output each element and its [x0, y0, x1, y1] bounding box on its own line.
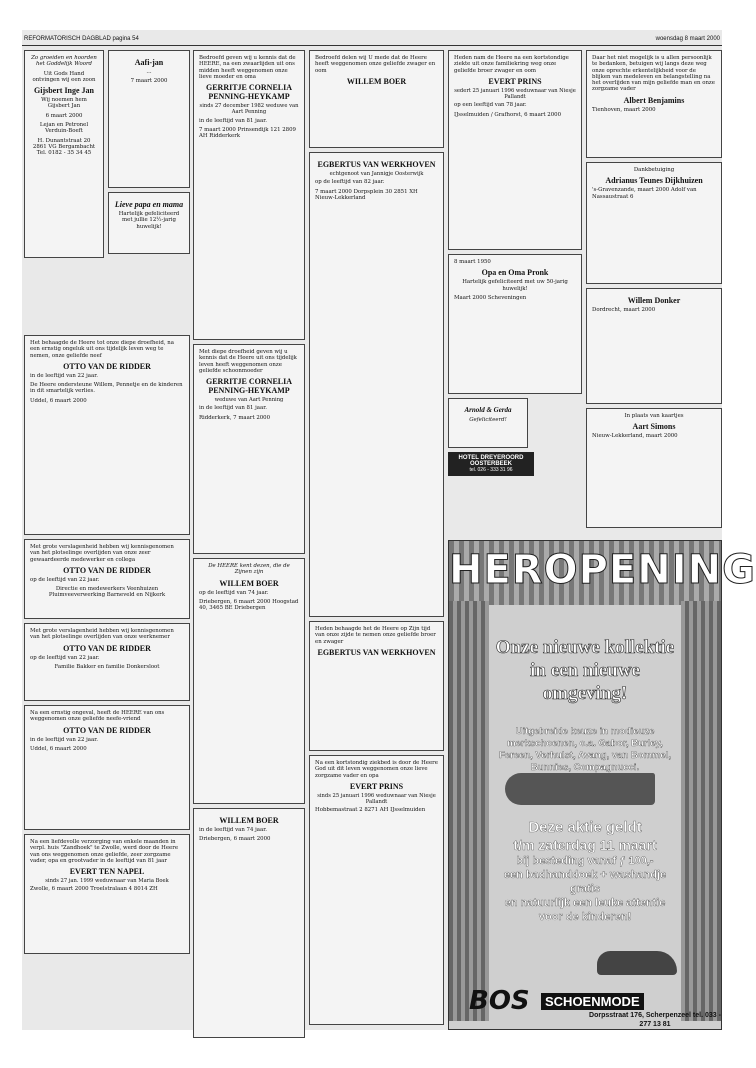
shoe-shop-advert [448, 540, 756, 1030]
action-line-5: en natuurlijk een leuke attentie voor de kinderen! [504, 897, 666, 923]
page-header [22, 36, 722, 46]
aart-title: In plaats van kaartjes [624, 413, 684, 419]
birth-address: H. Dunantstraat 20 2861 VG Bergambacht Tel. 0182 - 35 34 45 [32, 137, 96, 157]
willem1-place: Driebergen, 6 maart 2000 Hoogstad 40, 3465 BE Driebergen [199, 598, 299, 612]
evert2-name: EVERT PRINS [349, 781, 404, 791]
otto3-text: Familie Bakker en familie Donkersloot [54, 663, 160, 670]
obituary-otto-2 [24, 539, 190, 619]
shop-logo: BOS [469, 986, 530, 1016]
header-rule [22, 45, 722, 46]
birth-parents: Lejan en Petronel Verduin-Boeft [39, 122, 89, 135]
thanks-adrianus [586, 162, 722, 284]
obituary-evert-prins-2 [309, 755, 444, 1025]
shop-address: Dorpsstraat 176, Scherpenzeel tel. 033 - 277 13 81 [589, 1012, 721, 1028]
donker-place: Dordrecht, maart 2000 [592, 307, 656, 313]
ad-message: Onze nieuwe kollektie in een nieuwe omgeving! [495, 637, 675, 704]
congrats-card [108, 192, 190, 254]
obituary-evert-prins-1 [448, 50, 582, 250]
adrianus-place: 's-Gravenzande, maart 2000 Adolf van Nassaustraat 6 [592, 187, 697, 200]
pronk-title: Opa en Oma Pronk [481, 268, 549, 278]
evert-napel-sub: sinds 27 jan. 1999 weduwnaar van Maria Boek [45, 878, 169, 885]
curtain-left [449, 601, 489, 1021]
header-right: woensdag 8 maart 2000 [655, 36, 720, 42]
hotel-name: HOTEL DREYEROORD OOSTERBEEK [458, 455, 524, 467]
otto4-name: OTTO VAN DE RIDDER [63, 725, 151, 735]
egbertus2-intro: Heden behaagde het de Heere op Zijn tijd van onze zijde te nemen onze geliefde broer en zwager [315, 626, 436, 645]
obituary-gerritje-2 [193, 344, 305, 554]
otto2-intro: Met grote verslagenheid hebben wij kennisgenomen van het plotselinge overlijden van onze zeer gewaardeerde medewerker en collega [30, 544, 174, 563]
otto4-intro: Na een ernstig ongeval, heeft de HEERE van ons weggenomen onze geliefde neefe-vriend [30, 710, 165, 723]
evert1-name: EVERT PRINS [488, 76, 542, 86]
pronk-text: Hartelijk gefeliciteerd met uw 50-jarig huwelijk! [462, 279, 568, 292]
otto1-age: in de leeftijd van 22 jaar. [30, 372, 98, 379]
gerritje1-name: GERRITJE CORNELIA PENNING-HEYKAMP [205, 83, 292, 102]
birth-date: 6 maart 2000 [45, 112, 83, 119]
evert1-intro: Heden nam de Heere na een kortstondige ziekte uit onze familiekring weg onze geliefde broer zwager en oom [454, 55, 569, 74]
thanks-aart-simons [586, 408, 722, 528]
evert2-place: Hobbemastraat 2 8271 AH IJsselmuiden [315, 807, 426, 814]
obituary-egbertus-2 [309, 621, 444, 751]
otto1-intro: Het behaagde de Heere tot onze diepe droefheid, na een ernstig ongeluk uit ons tijdelijk leven weg te nemen, onze geliefde neef [30, 340, 174, 359]
evert-napel-place: Zwolle, 6 maart 2000 Troelstralaan 4 8014 ZH [30, 886, 158, 893]
ad-action [493, 819, 677, 924]
birth-announcement: Zo groeiden en hoorden het Goddelijk Woord Uit Gods Hand ontvingen wij een zoon Gijsbert Inge Jan Wij noemen hem Gijsbert Jan 6 maart 2000 Lejan en Petronel Verduin-Boeft H. Dunantstraat 20 2861 VG Bergambacht Tel. 0182 - 35 34 45 [24, 50, 104, 258]
willem1-quote: De HEERE kent dezen, die de Zijnen zijn [208, 563, 290, 576]
willem1-age: op de leeftijd van 74 jaar. [199, 589, 269, 596]
column-6 [586, 50, 722, 532]
otto4-place: Uddel, 6 maart 2000 [30, 745, 87, 752]
otto3-name: OTTO VAN DE RIDDER [63, 643, 151, 653]
egbertus1-place: 7 maart 2000 Dorpsplein 30 2851 XH Nieuw-Lekkerland [315, 188, 418, 201]
gerritje1-intro: Bedroefd geven wij u kennis dat de HEERE, na een zwaarlijden uit ons midden heeft weggenomen onze lieve moeder en oma [199, 55, 296, 80]
thanks-willem-donker [586, 288, 722, 404]
column-4 [309, 50, 444, 1029]
birth-name: Gijsbert Inge Jan [34, 86, 94, 96]
pronk-date: 8 maart 1950 [454, 259, 491, 265]
shoe-image [505, 773, 655, 805]
arnold-text: Gefeliciteerd! [469, 417, 507, 423]
willem1-name: WILLEM BOER [219, 578, 279, 588]
ad-heading: HEROPENING [449, 547, 756, 593]
otto1-place: Uddel, 6 maart 2000 [30, 397, 87, 404]
otto4-age: in de leeftijd van 22 jaar. [30, 736, 98, 743]
column-2 [108, 50, 190, 258]
willem2-age: in de leeftijd van 74 jaar. [199, 827, 267, 833]
gerritje2-place: Ridderkerk, 7 maart 2000 [199, 414, 271, 421]
column-1 [24, 50, 104, 262]
birth2-date: 7 maart 2000 [130, 78, 168, 85]
evert1-place: IJsselmuiden / Grafhorst, 6 maart 2000 [454, 111, 562, 118]
birth-card-2: Aafi-jan ... 7 maart 2000 [108, 50, 190, 188]
otto3-age: op de leeftijd van 22 jaar. [30, 654, 100, 661]
evert2-sub: sinds 25 januari 1996 weduwnaar van Niesje Pallandt [317, 792, 436, 806]
otto2-age: op de leeftijd van 22 jaar. [30, 576, 100, 583]
birth2-title: Aafi-jan [134, 58, 164, 67]
hotel-phone: tel. 026 - 333 31 96 [469, 467, 513, 473]
egbertus1-name: EGBERTUS VAN WERKHOVEN [317, 160, 436, 169]
donker-name: Willem Donker [627, 296, 681, 305]
obituary-willem-boer-2 [193, 808, 305, 1038]
pronk-place: Maart 2000 Scheveningen [454, 294, 527, 301]
ad-brands: Uitgebreide keuze in modieuze merkschoenen, o.a. Gabor, Burley, Fereen, Verhulst, Avang, van Bommel, Bunnies, Compagnucci. [499, 726, 671, 773]
evert2-intro: Na een kortstondig ziekbed is door de Heere God uit dit leven weggenomen onze lieve zorgzame vader en opa [315, 760, 438, 779]
gerritje2-age: in de leeftijd van 81 jaar. [199, 405, 267, 412]
evert-napel-name: EVERT TEN NAPEL [69, 867, 145, 877]
gerritje2-name: GERRITJE CORNELIA PENNING-HEYKAMP [205, 377, 292, 396]
action-line-3: bij besteding vanaf ƒ 100,- [516, 855, 654, 867]
thanks-albert [586, 50, 722, 158]
action-line-4: een badhanddoek + washandje gratis [503, 869, 667, 895]
otto2-name: OTTO VAN DE RIDDER [63, 565, 151, 575]
albert-text: Daar het niet mogelijk is u allen persoonlijk te bedanken, betuigen wij langs deze weg onze oprechte erkentelijkheid voor de blijken van medeleven en belangstelling na het overlijden van mijn geliefde man en onze zorgzame vader [592, 55, 715, 93]
card-title: Lieve papa en mama [114, 200, 184, 209]
birth-text2: Wij noemen hem Gijsbert Jan [41, 97, 87, 110]
evert-napel-intro: Na een liefdevolle verzorging van enkele maanden in verpl. huis "Zandhoek" te Zwolle, werd door de Heere van ons weggenomen onze geliefde, zeer zorgzame vader, opa en grootvader in de leeftijd van 81 jaar [30, 839, 179, 864]
column-3 [193, 50, 305, 1042]
shoe-image-2 [597, 951, 677, 975]
gerritje1-place: 7 maart 2000 Prinsendijk 121 2809 AH Ridderkerk [199, 127, 296, 140]
hotel-advert [448, 452, 534, 476]
otto1-text: De Heere ondersteune Willem, Pennetje en de kinderen in dit smartelijk verlies. [30, 382, 183, 395]
column-1-lower [24, 335, 190, 958]
egbertus1-sub: echtgenoot van Jannigje Oosterwijk [329, 171, 424, 177]
action-line-1: Deze aktie geldt [528, 819, 642, 836]
obituary-otto-1 [24, 335, 190, 535]
egbertus1-age: op de leeftijd van 82 jaar. [315, 179, 385, 186]
gerritje1-sub: sinds 27 december 1982 weduwe van Aart Penning [199, 103, 299, 116]
adrianus-title: Dankbetuiging [633, 167, 675, 173]
otto3-intro: Met grote verslagenheid hebben wij kennisgenomen van het plotselinge overlijden van onze werknemer [30, 628, 174, 641]
obituary-willem-boer-1 [193, 558, 305, 804]
column-5 [448, 50, 582, 476]
shop-logo-sub: SCHOENMODE [541, 993, 644, 1010]
anniversary-pronk [448, 254, 582, 394]
congrats-arnold-gerda [448, 398, 528, 448]
aart-place: Nieuw-Lekkerland, maart 2000 [592, 433, 678, 440]
albert-name: Albert Benjamins [623, 95, 685, 105]
gerritje1-age: in de leeftijd van 81 jaar. [199, 117, 267, 124]
gerritje2-intro: Met diepe droefheid geven wij u kennis dat de Heere uit ons tijdelijk leven heeft weggenomen onze geliefde schoonmoeder [199, 349, 297, 374]
curtain-right [681, 601, 721, 1021]
egbertus2-name: EGBERTUS VAN WERKHOVEN [317, 647, 436, 657]
action-line-2: t/m zaterdag 11 maart [513, 837, 657, 853]
otto2-text: Directie en medewerkers Veenhuizen Pluimveeverwerking Barneveld en Nijkerk [48, 586, 166, 599]
obituary-gerritje-1 [193, 50, 305, 340]
adrianus-name: Adrianus Teunes Dijkhuizen [605, 176, 703, 186]
willem2-name: WILLEM BOER [219, 816, 279, 825]
willem3-intro: Bedroefd delen wij U mede dat de Heere heeft weggenomen onze geliefde zwager en oom [315, 55, 436, 74]
willem2-place: Driebergen, 6 maart 2000 [199, 836, 271, 843]
arnold-title: Arnold & Gerda [464, 406, 512, 414]
otto1-name: OTTO VAN DE RIDDER [63, 361, 151, 371]
card-text: Hartelijk gefeliciteerd met jullie 12½-jarig huwelijk! [118, 211, 180, 230]
obituary-egbertus-1 [309, 152, 444, 617]
obituary-willem-boer-3 [309, 50, 444, 148]
obituary-otto-3 [24, 623, 190, 701]
willem3-name: WILLEM BOER [346, 76, 407, 86]
obituary-otto-4 [24, 705, 190, 830]
albert-place: Tienhoven, maart 2000 [592, 106, 656, 113]
evert1-age: op een leeftijd van 78 jaar. [454, 102, 527, 109]
evert1-sub: sedert 25 januari 1996 weduwnaar van Niesje Pallandt [454, 87, 576, 101]
gerritje2-sub: weduwe van Aart Penning [214, 397, 284, 404]
birth-text: Uit Gods Hand ontvingen wij een zoon [32, 70, 96, 83]
obituary-evert-ten-napel [24, 834, 190, 954]
aart-name: Aart Simons [632, 422, 676, 432]
header-left: REFORMATORISCH DAGBLAD pagina 54 [24, 36, 139, 42]
